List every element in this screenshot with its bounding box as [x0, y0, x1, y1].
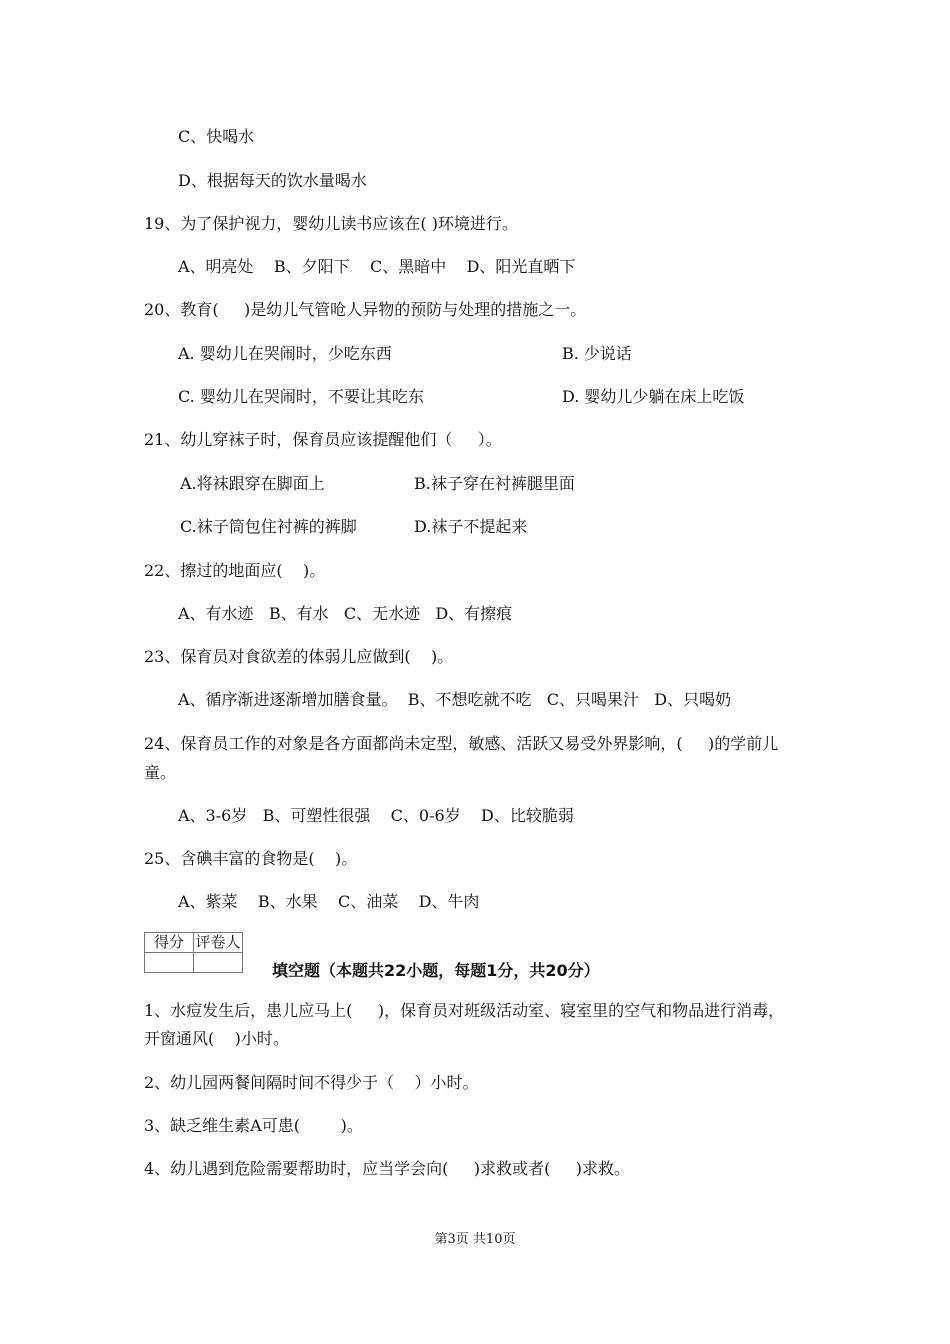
score-cell	[145, 953, 194, 973]
score-header: 得分	[145, 933, 194, 953]
q24-stem-line1: 24、保育员工作的对象是各方面都尚未定型，敏感、活跃又易受外界影响，( )的学前儿	[144, 734, 779, 753]
q20-option-d: D. 婴幼儿少躺在床上吃饭	[562, 387, 745, 406]
fill-3: 3、缺乏维生素A可患( )。	[144, 1116, 363, 1135]
q23-stem: 23、保育员对食欲差的体弱儿应做到( )。	[144, 647, 454, 666]
q22-stem: 22、擦过的地面应( )。	[144, 561, 326, 580]
fill-1-line2: 开窗通风( )小时。	[144, 1029, 289, 1048]
q21-option-b: B.袜子穿在衬裤腿里面	[414, 474, 575, 493]
fill-2: 2、幼儿园两餐间隔时间不得少于（ ）小时。	[144, 1073, 479, 1092]
q19-stem: 19、为了保护视力，婴幼儿读书应该在( )环境进行。	[144, 214, 518, 233]
q24-stem-line2: 童。	[144, 763, 177, 782]
fill-4: 4、幼儿遇到危险需要帮助时，应当学会向( )求救或者( )求救。	[144, 1159, 631, 1178]
q23-options: A、循序渐进逐渐增加膳食量。 B、不想吃就不吃 C、只喝果汁 D、只喝奶	[178, 690, 732, 709]
q21-option-d: D.袜子不提起来	[414, 517, 528, 536]
q18-option-d: D、根据每天的饮水量喝水	[178, 171, 367, 190]
grader-header: 评卷人	[195, 933, 241, 951]
q24-options: A、3-6岁 B、可塑性很强 C、0-6岁 D、比较脆弱	[178, 806, 574, 825]
q20-option-a: A. 婴幼儿在哭闹时，少吃东西	[178, 344, 392, 363]
q21-stem: 21、幼儿穿袜子时，保育员应该提醒他们（ ）。	[144, 430, 502, 449]
score-box	[144, 932, 243, 973]
page-footer: 第3页 共10页	[434, 1232, 516, 1247]
q18-option-c: C、快喝水	[178, 127, 255, 146]
q20-stem: 20、教育( )是幼儿气管呛人异物的预防与处理的措施之一。	[144, 300, 587, 319]
q21-option-c: C.袜子筒包住衬裤的裤脚	[180, 517, 357, 536]
section-title: 填空题（本题共22小题，每题1分，共20分）	[272, 961, 600, 980]
q22-options: A、有水迹 B、有水 C、无水迹 D、有擦痕	[178, 604, 513, 623]
q20-option-b: B. 少说话	[562, 344, 632, 363]
q25-options: A、紫菜 B、水果 C、油菜 D、牛肉	[178, 892, 480, 911]
q19-options: A、明亮处 B、夕阳下 C、黑暗中 D、阳光直晒下	[178, 257, 576, 276]
q25-stem: 25、含碘丰富的食物是( )。	[144, 849, 358, 868]
fill-1-line1: 1、水痘发生后，患儿应马上( )，保育员对班级活动室、寝室里的空气和物品进行消毒，	[144, 1001, 785, 1020]
q20-option-c: C. 婴幼儿在哭闹时，不要让其吃东	[178, 387, 424, 406]
q21-option-a: A.将袜跟穿在脚面上	[180, 474, 325, 493]
grader-cell	[194, 953, 243, 973]
